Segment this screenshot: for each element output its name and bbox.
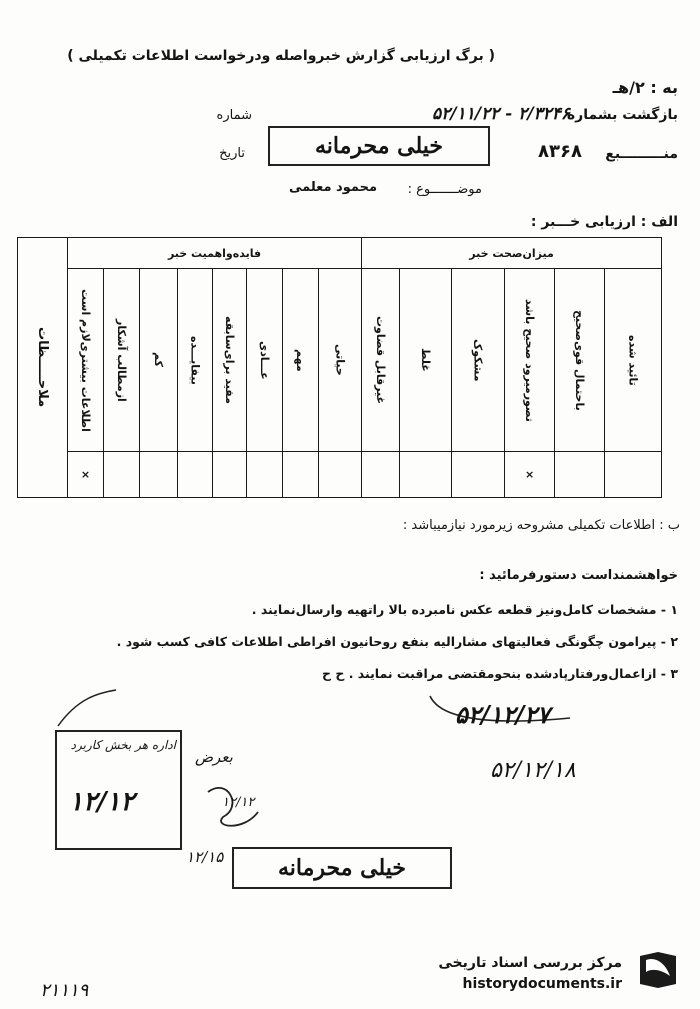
subject-label: موضـــــــوع : — [407, 182, 482, 197]
accuracy-column-confirmed: تائید شده — [605, 269, 662, 452]
importance-column-useless: بیفایـــده — [178, 269, 213, 452]
handwritten-code-bottom: ۵۲/۱۲/۱۸ — [490, 758, 576, 783]
request-intro: خواهشمنداست دستورفرمائید : — [479, 568, 678, 583]
mark-cell — [247, 452, 283, 498]
mark-cell — [319, 452, 362, 498]
notes-column: ملاحـــــظات — [18, 238, 68, 498]
importance-column-more-info: اطلاعات بیشتری‌لازم است — [68, 269, 104, 452]
form-title: ( برگ ارزیابی گزارش خبرواصله ودرخواست اطلاعات تکمیلی ) — [67, 48, 495, 64]
accuracy-column-doubtful: مشکوک — [452, 269, 505, 452]
accuracy-column-cannot-judge: غیرقابل قضاوت — [362, 269, 400, 452]
mark-cell — [555, 452, 605, 498]
bottom-archive-code: ۲۱۱۱۹ — [40, 980, 89, 1001]
return-number-value: ۲/۳۲۴۶ - ۵۲/۱۱/۲۲ — [432, 104, 570, 124]
accuracy-column-false: غلط — [400, 269, 452, 452]
mark-cell — [140, 452, 178, 498]
watermark-org: مرکز بررسی اسناد تاریخی — [438, 955, 622, 971]
request-item-2: ۲ - پیرامون چگونگی فعالیتهای مشارالیه بنفع روحانیون افراطی اطلاعات کافی کسب شود . — [116, 634, 678, 649]
date-label: تاریخ — [219, 146, 245, 161]
mark-cell-probably-true: × — [505, 452, 555, 498]
importance-column-useful-record: مفید برای‌سابقه — [213, 269, 247, 452]
source-value: ۸۳۶۸ — [538, 141, 582, 162]
accuracy-header: میزان‌صحت خبر — [362, 238, 662, 269]
mark-cell — [452, 452, 505, 498]
subject-value: محمود معلمی — [288, 180, 377, 195]
number-label: شماره — [216, 108, 252, 123]
request-item-1: ۱ - مشخصات کامل‌ونیز قطعه عکس نامبرده بالا راتهیه وارسال‌نمایند . — [251, 602, 678, 617]
importance-column-vital: حیاتی — [319, 269, 362, 452]
bottom-classification-stamp: خیلی محرمانه — [232, 847, 452, 889]
section-b-label: ب : اطلاعات تکمیلی مشروحه زیرمورد نیازمیباشد : — [402, 518, 680, 533]
margin-swirl — [38, 688, 118, 728]
handwritten-code-top: ۵۲/۱۲/۲۷ — [455, 700, 550, 729]
mark-cell — [178, 452, 213, 498]
mark-cell — [283, 452, 319, 498]
mark-cell — [104, 452, 140, 498]
box-text: اداره هر بخش کاربرد — [70, 738, 176, 752]
signature-date: ۱۲/۱۵ — [186, 848, 224, 866]
accuracy-column-very-likely: باحتمال قوی‌صحیح — [555, 269, 605, 452]
importance-column-obvious: ازمطالب آشکار — [104, 269, 140, 452]
mark-cell — [362, 452, 400, 498]
evaluation-table — [17, 237, 662, 498]
mark-cell — [213, 452, 247, 498]
mark-cell — [605, 452, 662, 498]
mark-cell — [400, 452, 452, 498]
importance-column-low: کم — [140, 269, 178, 452]
section-a-label: الف : ارزیابی خـــبر : — [530, 214, 678, 230]
importance-column-important: مهم — [283, 269, 319, 452]
margin-note: بعرض — [195, 748, 233, 766]
request-item-3: ۳ - ازاعمال‌ورفتارپادشده بنحومقتضی مراقبت نمایند . ح ح — [321, 666, 678, 681]
accuracy-column-probably-true: تصورمیرود صحیح باشد — [505, 269, 555, 452]
source-label: منـــــــــبع — [605, 146, 678, 162]
mark-cell-more-info: × — [68, 452, 104, 498]
handwritten-box — [55, 730, 182, 850]
box-date: ۱۲/۱۲ — [69, 787, 135, 817]
archive-logo-icon — [636, 950, 680, 990]
watermark-url: historydocuments.ir — [462, 976, 622, 992]
margin-note-signature: ۱۲/۱۲ — [222, 795, 255, 810]
return-number-label: بازگشت بشماره — [566, 107, 678, 123]
top-classification-stamp: خیلی محرمانه — [268, 126, 490, 166]
importance-header: فایده‌واهمیت خبر — [68, 238, 362, 269]
importance-column-ordinary: عـــادی — [247, 269, 283, 452]
addressee-label: به : ۲/هـ — [612, 78, 678, 97]
